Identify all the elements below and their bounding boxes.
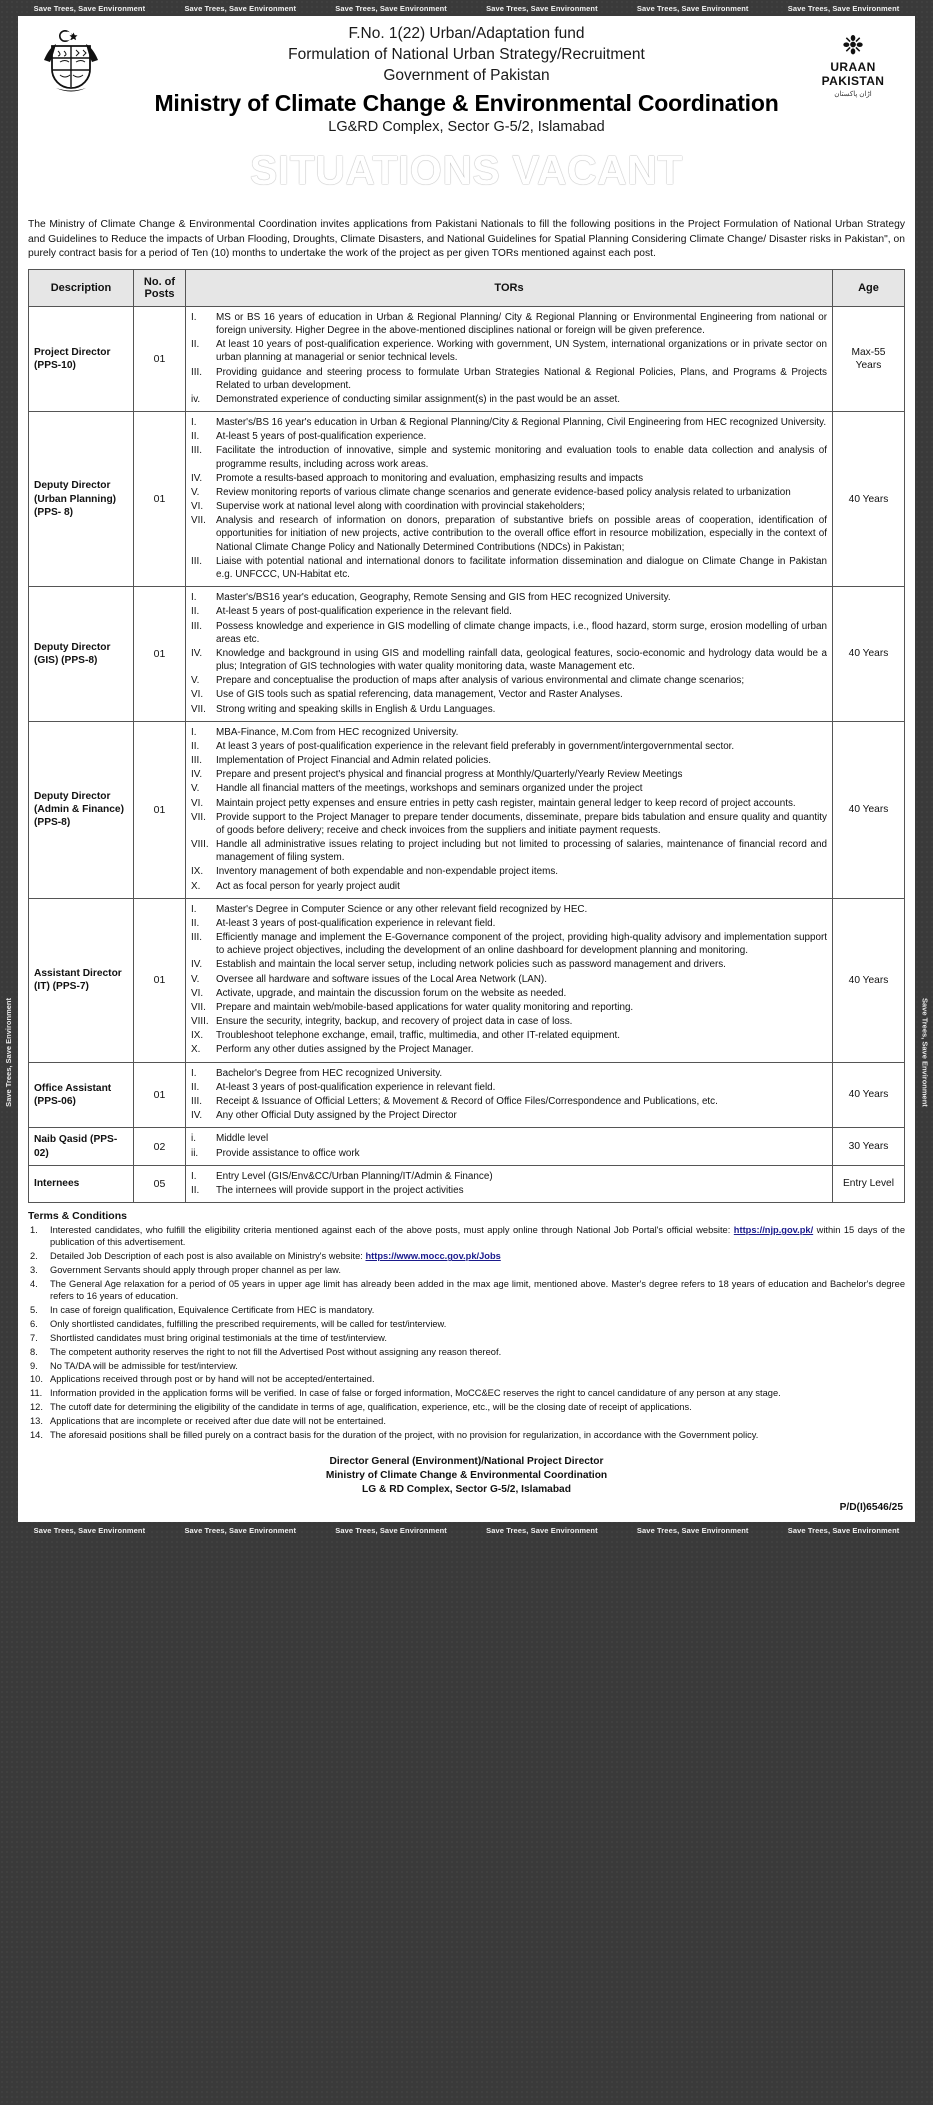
eco-text: Save Trees, Save Environment xyxy=(335,3,447,13)
terms-item: 7. Shortlisted candidates must bring original testimonials at the time of test/interview. xyxy=(30,1332,387,1343)
tor-number: V. xyxy=(191,973,200,985)
table-row xyxy=(29,412,905,587)
column-header-description: Description xyxy=(29,269,134,306)
tor-number: ii. xyxy=(191,1147,199,1159)
tor-list xyxy=(191,1132,827,1159)
tor-number: III. xyxy=(191,555,202,567)
tor-number: II. xyxy=(191,740,200,752)
tor-item: IV. Prepare and present project's physical and financial progress at Monthly/Quarterly/Yearly Review Meetings xyxy=(191,769,683,781)
table-row xyxy=(29,587,905,722)
position-tors xyxy=(186,721,833,898)
table-row xyxy=(29,721,905,898)
terms-item: 10. Applications received through post or by hand will not be accepted/entertained. xyxy=(30,1374,375,1385)
tor-item: I. Bachelor's Degree from HEC recognized University. xyxy=(191,1067,443,1079)
tor-list xyxy=(191,726,827,893)
tor-item: III. Possess knowledge and experience in GIS modelling of climate change impacts, i.e., flood hazard, storm surge, erosion modelling of urban areas etc. xyxy=(191,620,827,645)
ministry-name: Ministry of Climate Change & Environmental Coordination xyxy=(154,89,779,116)
eco-text: Save Trees, Save Environment xyxy=(184,3,297,13)
tor-item: i. Middle level xyxy=(191,1133,269,1145)
tor-item: II. At-least 3 years of post-qualification experience in relevant field. xyxy=(191,1081,496,1093)
tor-number: III. xyxy=(191,1096,202,1107)
tor-item: III. Receipt & Issuance of Official Letters; & Movement & Record of Office Files/Correspondence and Publications, etc. xyxy=(191,1096,718,1107)
position-description: Office Assistant (PPS-06) xyxy=(29,1062,134,1128)
eco-text-left: Save Trees, Save Environment xyxy=(3,998,13,1107)
position-posts-count: 01 xyxy=(134,412,186,587)
tor-item: IV. Any other Official Duty assigned by the Project Director xyxy=(191,1110,457,1122)
column-header-age: Age xyxy=(833,269,905,306)
tor-list xyxy=(191,903,827,1057)
tor-number: I. xyxy=(191,417,197,429)
tor-number: VII. xyxy=(191,515,206,527)
pakistan-emblem-icon xyxy=(40,30,102,96)
tor-item: III. Implementation of Project Financial and Admin related policies. xyxy=(191,755,491,767)
tor-item: IV. Establish and maintain the local server setup, including network policies such as password management and drivers. xyxy=(191,959,726,971)
tor-number: X. xyxy=(191,1044,201,1056)
position-posts-count: 05 xyxy=(134,1165,186,1202)
position-tors xyxy=(186,1062,833,1128)
eco-text-right: Save Trees, Save Environment xyxy=(920,998,930,1107)
eco-text: Save Trees, Save Environment xyxy=(33,3,146,13)
tor-item: I. Entry Level (GIS/Env&CC/Urban Planning/IT/Admin & Finance) xyxy=(191,1170,493,1182)
tor-item: IX. Troubleshoot telephone exchange, email, traffic, multimedia, and other IT-related equipment. xyxy=(191,1030,621,1042)
tor-item: III. Efficiently manage and implement the E-Governance component of the project, providing high-quality advisory and implementation support to achieve project objectives, including the development of an online dashboard for development planning and monitoring. xyxy=(191,932,827,957)
tor-number: VI. xyxy=(191,987,204,999)
tor-number: VII. xyxy=(191,811,206,823)
tor-list xyxy=(191,591,827,716)
tor-number: VII. xyxy=(191,703,206,715)
tor-number: IV. xyxy=(191,647,203,659)
tor-number: III. xyxy=(191,445,202,457)
position-tors xyxy=(186,1165,833,1202)
tor-item: X. Act as focal person for yearly project audit xyxy=(191,880,400,892)
tor-list xyxy=(191,311,827,406)
tor-number: VI. xyxy=(191,797,204,809)
tor-number: I. xyxy=(191,1170,197,1182)
tor-item: II. At-least 5 years of post-qualification experience. xyxy=(191,431,427,443)
tor-item: I. Master's Degree in Computer Science or any other relevant field recognized by HEC. xyxy=(191,903,588,915)
terms-number: 14. xyxy=(30,1429,43,1440)
tor-item: I. Master's/BS 16 year's education in Urban & Regional Planning/City & Regional Planning, Civil Engineering from HEC recognized University. xyxy=(191,417,827,429)
tor-item: iv. Demonstrated experience of conducting similar assignment(s) in the past would be an asset. xyxy=(191,393,620,405)
terms-link[interactable]: https://www.mocc.gov.pk/Jobs xyxy=(365,1251,501,1262)
position-age-limit: 40 Years xyxy=(833,587,905,722)
tor-item: II. At least 10 years of post-qualification experience. Working with government, UN System, international organizations or in private sector on urban planning at managerial or senior technical levels. xyxy=(191,339,827,364)
masthead xyxy=(18,16,915,141)
tor-number: VIII. xyxy=(191,1016,209,1028)
tor-item: VI. Maintain project petty expenses and ensure entries in petty cash register, maintain general ledger to keep record of project accounts. xyxy=(191,797,796,809)
position-posts-count: 01 xyxy=(134,721,186,898)
position-tors xyxy=(186,898,833,1062)
tor-item: V. Review monitoring reports of various climate change scenarios and generate evidence-based policy analysis related to urbanization xyxy=(191,486,791,498)
advertisement-sheet xyxy=(18,16,915,1522)
tor-item: X. Perform any other duties assigned by the Project Manager. xyxy=(191,1044,474,1056)
position-description: Deputy Director (GIS) (PPS-8) xyxy=(29,587,134,722)
terms-item: 6. Only shortlisted candidates, fulfilling the prescribed requirements, will be called for test/interview. xyxy=(30,1319,447,1330)
uraan-logo-urdu: اڑان پاکستان xyxy=(834,91,872,98)
eco-text: Save Trees, Save Environment xyxy=(787,3,900,13)
terms-item: 4. The General Age relaxation for a period of 05 years in upper age limit has already been added in the max age limit, mentioned above. Master's degree refers to 18 years of education and Bachelor's degree refers to 16 years of education. xyxy=(30,1278,905,1302)
position-age-limit: Entry Level xyxy=(833,1165,905,1202)
tor-item: VII. Analysis and research of information on donors, preparation of substantive briefs on possible areas of cooperation, identification of opportunities for initiation of new projects, active contribution to the overall office effort in resource mobilization, especially in the context of National Climate Change Policy and Nationally Determined Contributions (NDCs) in Pakistan; xyxy=(191,515,827,553)
uraan-logo-line2: PAKISTAN xyxy=(821,74,885,88)
terms-item: 2. Detailed Job Description of each post is also available on Ministry's website: https://www.mocc.gov.pk/Jobs xyxy=(30,1251,501,1262)
tor-item: VI. Use of GIS tools such as spatial referencing, data management, Vector and Raster Analyses. xyxy=(191,689,623,701)
tor-item: II. At least 3 years of post-qualification experience in the relevant field preferably in government/intergovernmental sector. xyxy=(191,740,735,752)
position-age-limit: 30 Years xyxy=(833,1128,905,1165)
position-description: Naib Qasid (PPS-02) xyxy=(29,1128,134,1165)
terms-number: 9. xyxy=(30,1360,38,1371)
eco-text: Save Trees, Save Environment xyxy=(33,1525,146,1535)
column-header-posts: No. of Posts xyxy=(134,269,186,306)
government-line: Government of Pakistan xyxy=(383,66,550,84)
eco-text: Save Trees, Save Environment xyxy=(486,1525,598,1535)
tor-number: IX. xyxy=(191,866,204,878)
terms-item: 1. Interested candidates, who fulfill the eligibility criteria mentioned against each of the above posts, must apply online through National Job Portal's official website: https://njp.gov.pk/ within 15 days of the publication of this advertisement. xyxy=(30,1225,905,1248)
table-row xyxy=(29,1062,905,1128)
column-header-tors: TORs xyxy=(186,269,833,306)
tor-list xyxy=(191,1067,827,1123)
tor-item: II. At-least 3 years of post-qualification experience in relevant field. xyxy=(191,917,496,929)
position-description: Deputy Director (Admin & Finance) (PPS-8) xyxy=(29,721,134,898)
tor-number: II. xyxy=(191,917,200,929)
tor-number: I. xyxy=(191,311,197,323)
tor-item: I. Master's/BS16 year's education, Geography, Remote Sensing and GIS from HEC recognized University. xyxy=(191,592,671,604)
tor-number: IV. xyxy=(191,1110,203,1122)
terms-number: 3. xyxy=(30,1265,38,1276)
position-tors xyxy=(186,412,833,587)
tor-number: V. xyxy=(191,783,200,795)
eco-text: Save Trees, Save Environment xyxy=(636,3,749,13)
terms-number: 11. xyxy=(30,1388,43,1399)
tor-item: III. Providing guidance and steering process to formulate Urban Strategies National & Regional Policies, Plans, and Programs & Projects Related to urban development. xyxy=(191,366,827,391)
terms-number: 5. xyxy=(30,1305,38,1316)
tor-number: II. xyxy=(191,1184,200,1196)
position-posts-count: 01 xyxy=(134,1062,186,1128)
tor-number: III. xyxy=(191,932,202,944)
eco-strip-right xyxy=(917,16,933,2089)
tor-number: i. xyxy=(191,1133,196,1145)
position-posts-count: 01 xyxy=(134,898,186,1062)
position-age-limit: 40 Years xyxy=(833,898,905,1062)
advertisement-body xyxy=(18,202,915,1523)
terms-link[interactable]: https://njp.gov.pk/ xyxy=(733,1225,814,1236)
position-age-limit: 40 Years xyxy=(833,721,905,898)
tor-item: IX. Inventory management of both expendable and non-expendable project items. xyxy=(191,866,559,878)
position-tors xyxy=(186,1128,833,1165)
intro-paragraph: The Ministry of Climate Change & Environmental Coordination invites applications from Pakistani Nationals to fill the following positions in the Project Formulation of National Urban Strategy and Guidelines to Reduce the impacts of Urban Flooding, Droughts, Climate Disasters, and National Guidelines for Spatial Planning Considering Climate Change/ Disaster risks in Pakistan", on purely contract basis for a period of Ten (10) months to undertake the work of the project as per given TORs mentioned against each post. xyxy=(28,219,905,260)
tor-item: VI. Activate, upgrade, and maintain the discussion forum on the website as needed. xyxy=(191,987,567,999)
eco-text: Save Trees, Save Environment xyxy=(184,1525,297,1535)
position-age-limit: 40 Years xyxy=(833,412,905,587)
tor-list xyxy=(191,416,827,581)
tor-number: V. xyxy=(191,486,200,498)
tor-number: II. xyxy=(191,1081,200,1093)
tor-item: VIII. Ensure the security, integrity, backup, and recovery of project data in case of loss. xyxy=(191,1016,573,1028)
table-row xyxy=(29,1128,905,1165)
eco-text: Save Trees, Save Environment xyxy=(335,1525,447,1535)
terms-item: 3. Government Servants should apply through proper channel as per law. xyxy=(30,1265,341,1276)
tor-number: IV. xyxy=(191,959,203,971)
terms-number: 4. xyxy=(30,1278,38,1289)
uraan-bird-icon: ❉ xyxy=(842,30,864,60)
positions-table xyxy=(28,269,905,1203)
terms-number: 7. xyxy=(30,1332,38,1343)
file-number: F.No. 1(22) Urban/Adaptation fund xyxy=(348,25,585,42)
terms-number: 1. xyxy=(30,1225,38,1236)
tor-number: I. xyxy=(191,592,197,604)
terms-list xyxy=(28,1224,905,1441)
tor-number: VI. xyxy=(191,689,204,701)
tor-number: III. xyxy=(191,366,202,378)
tor-number: VIII. xyxy=(191,839,209,851)
terms-item: 9. No TA/DA will be admissible for test/interview. xyxy=(30,1360,238,1371)
terms-item: 5. In case of foreign qualification, Equivalence Certificate from HEC is mandatory. xyxy=(30,1305,375,1316)
terms-number: 13. xyxy=(30,1416,43,1427)
table-header-row xyxy=(29,269,905,306)
terms-item: 8. The competent authority reserves the right to not fill the Advertised Post without assigning any reason thereof. xyxy=(30,1346,502,1357)
tor-item: II. At-least 5 years of post-qualification experience in the relevant field. xyxy=(191,606,512,618)
tor-list xyxy=(191,1170,827,1197)
tor-number: IX. xyxy=(191,1030,204,1042)
position-tors xyxy=(186,306,833,411)
tor-item: V. Oversee all hardware and software issues of the Local Area Network (LAN). xyxy=(191,973,547,985)
situations-vacant-banner xyxy=(18,141,915,202)
tor-item: IV. Knowledge and background in using GIS and modelling rainfall data, geological features, socio-economic and hydrology data would be a plus; Integration of GIS technologies with water quality monitoring data, waste Management etc. xyxy=(191,647,827,673)
position-description: Internees xyxy=(29,1165,134,1202)
terms-item: 14. The aforesaid positions shall be filled purely on a contract basis for the duration of the project, with no provision for regularization, in accordance with the Government policy. xyxy=(30,1429,759,1440)
terms-item: 11. Information provided in the application forms will be verified. In case of false or forged information, MoCC&EC reserves the right to cancel candidature of any person at any stage. xyxy=(30,1388,781,1399)
terms-item: 12. The cutoff date for determining the eligibility of the candidate in terms of age, qualification, experience, etc., will be the closing date of receipt of applications. xyxy=(30,1402,692,1413)
terms-number: 12. xyxy=(30,1402,43,1413)
signatory-address: LG & RD Complex, Sector G-5/2, Islamabad xyxy=(362,1483,571,1495)
signatory-ministry: Ministry of Climate Change & Environmental Coordination xyxy=(325,1470,608,1482)
signatory-title: Director General (Environment)/National Project Director xyxy=(329,1456,604,1468)
position-posts-count: 02 xyxy=(134,1128,186,1165)
terms-number: 8. xyxy=(30,1346,38,1357)
terms-number: 2. xyxy=(30,1251,38,1262)
tor-item: III. Facilitate the introduction of innovative, simple and systemic monitoring and evaluation tools to enable data collection and analysis of programme results, including across work areas. xyxy=(191,445,827,470)
terms-heading: Terms & Conditions xyxy=(28,1210,127,1223)
tor-number: III. xyxy=(191,620,202,632)
tor-number: II. xyxy=(191,339,200,351)
eco-text: Save Trees, Save Environment xyxy=(787,1525,900,1535)
tor-number: I. xyxy=(191,903,197,915)
ministry-address: LG&RD Complex, Sector G-5/2, Islamabad xyxy=(328,118,605,135)
subject-line: Formulation of National Urban Strategy/Recruitment xyxy=(288,45,645,63)
pid-number: P/D(I)6546/25 xyxy=(839,1501,903,1513)
position-description: Assistant Director (IT) (PPS-7) xyxy=(29,898,134,1062)
tor-item: VI. Supervise work at national level along with coordination with provincial stakeholders; xyxy=(191,501,585,513)
tor-number: V. xyxy=(191,675,200,687)
tor-number: IV. xyxy=(191,472,203,484)
table-row xyxy=(29,898,905,1062)
tor-number: I. xyxy=(191,726,197,738)
eco-strip-top xyxy=(0,0,933,16)
terms-item: 13. Applications that are incomplete or received after due date will not be entertained. xyxy=(30,1416,386,1427)
tor-number: X. xyxy=(191,880,201,892)
tor-item: II. The internees will provide support in the project activities xyxy=(191,1184,464,1196)
tor-number: II. xyxy=(191,431,200,443)
table-row xyxy=(29,1165,905,1202)
tor-number: iv. xyxy=(191,393,201,405)
position-tors xyxy=(186,587,833,722)
uraan-logo-line1: URAAN xyxy=(830,60,876,74)
tor-item: IV. Promote a results-based approach to monitoring and evaluation, emphasizing results and impacts xyxy=(191,472,644,484)
tor-item: ii. Provide assistance to office work xyxy=(191,1147,360,1159)
table-row xyxy=(29,306,905,411)
eco-text: Save Trees, Save Environment xyxy=(486,3,598,13)
page-title: SITUATIONS VACANT xyxy=(250,146,683,193)
tor-item: I. MBA-Finance, M.Com from HEC recognized University. xyxy=(191,726,459,738)
terms-number: 6. xyxy=(30,1319,38,1330)
tor-number: III. xyxy=(191,755,202,767)
uraan-pakistan-logo xyxy=(811,32,895,98)
tor-number: VI. xyxy=(191,501,204,513)
tor-item: VIII. Handle all administrative issues relating to project including but not limited to processing of salaries, maintenance of financial record and management of filing system. xyxy=(191,839,827,864)
position-description: Deputy Director (Urban Planning) (PPS- 8) xyxy=(29,412,134,587)
position-description: Project Director (PPS-10) xyxy=(29,306,134,411)
eco-strip-left xyxy=(0,16,16,2089)
terms-number: 10. xyxy=(30,1374,43,1385)
position-age-limit: 40 Years xyxy=(833,1062,905,1128)
eco-text: Save Trees, Save Environment xyxy=(636,1525,749,1535)
signature-block xyxy=(28,1450,905,1514)
eco-strip-bottom xyxy=(0,1522,933,1538)
tor-number: II. xyxy=(191,606,200,618)
tor-item: I. MS or BS 16 years of education in Urban & Regional Planning/ City & Regional Planning or Environmental Engineering from national or foreign university. Higher Degree in the above-mentioned disciplines national or foreign will be given preference. xyxy=(191,311,827,337)
tor-number: I. xyxy=(191,1067,197,1079)
tor-item: VII. Prepare and maintain web/mobile-based applications for water quality monitoring and reporting. xyxy=(191,1001,634,1013)
tor-item: V. Handle all financial matters of the meetings, workshops and seminars organized under the project xyxy=(191,783,643,795)
tor-item: VII. Provide support to the Project Manager to prepare tender documents, disseminate, prepare bids tabulation and ensure quality and quantity of goods before delivery; receive and check invoices from the suppliers and initiate payment requests. xyxy=(191,811,827,836)
tor-item: V. Prepare and conceptualise the production of maps after analysis of various environmental and climate change scenarios; xyxy=(191,675,745,687)
tor-item: VII. Strong writing and speaking skills in English & Urdu Languages. xyxy=(191,703,496,715)
position-posts-count: 01 xyxy=(134,306,186,411)
position-posts-count: 01 xyxy=(134,587,186,722)
position-age-limit: Max-55 Years xyxy=(833,306,905,411)
tor-number: IV. xyxy=(191,769,203,781)
tor-number: VII. xyxy=(191,1001,206,1013)
tor-item: III. Liaise with potential national and international donors to facilitate information dissemination and dialogue on Climate Change in Pakistan e.g. UNFCCC, UN-Habitat etc. xyxy=(191,555,827,580)
